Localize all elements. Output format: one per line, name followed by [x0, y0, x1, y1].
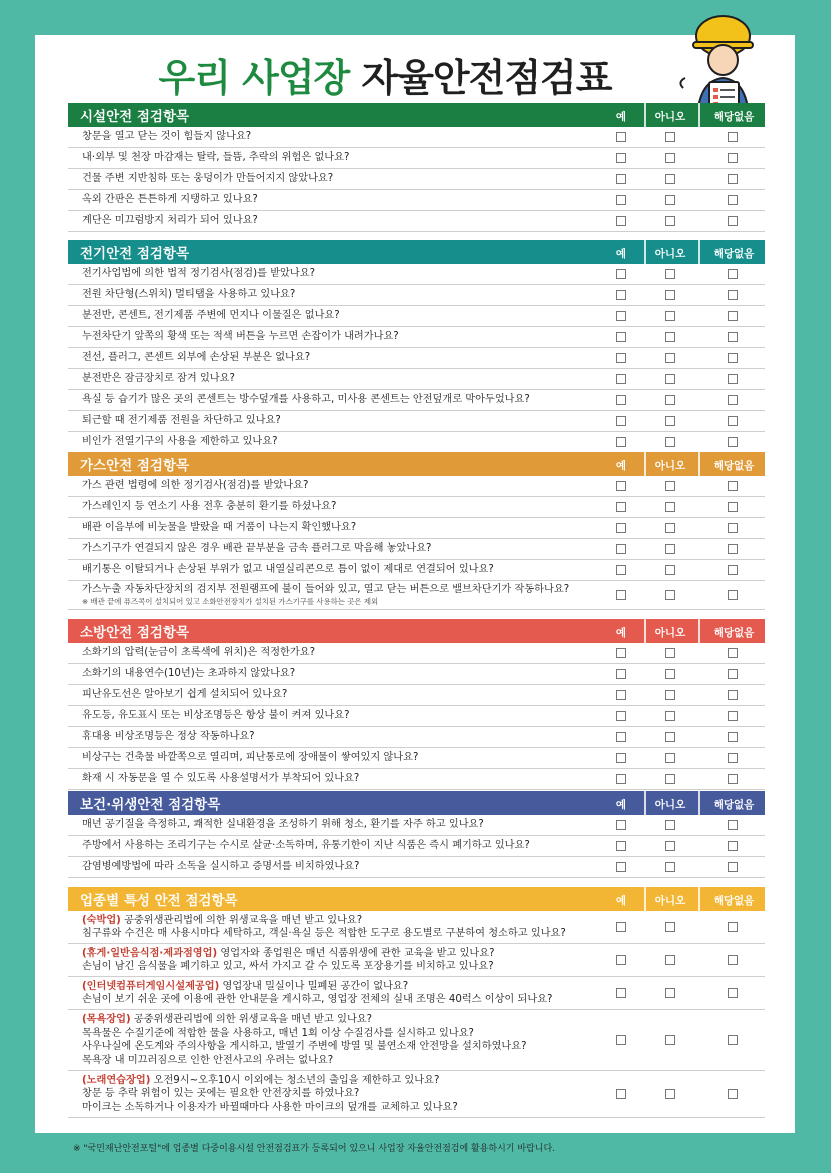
row-text: 분전반은 잠금장치로 잠겨 있나요? — [82, 373, 235, 385]
column-yes-label: 예 — [615, 627, 627, 639]
checkbox-yes[interactable] — [616, 841, 626, 851]
section-header — [68, 887, 765, 911]
checkbox-na[interactable] — [728, 841, 738, 851]
checkbox-no[interactable] — [665, 416, 675, 426]
checkbox-na[interactable] — [728, 690, 738, 700]
checklist-row — [68, 977, 765, 1010]
checkbox-yes[interactable] — [616, 353, 626, 363]
checklist-section — [68, 240, 765, 453]
column-divider — [644, 240, 646, 264]
checklist-row — [68, 432, 765, 453]
checklist-sheet — [35, 35, 795, 1154]
checkbox-no[interactable] — [665, 523, 675, 533]
title-part2: 자율안전점검표 — [361, 56, 612, 100]
checkbox-no[interactable] — [665, 269, 675, 279]
section-title: 전기안전 점검항목 — [80, 246, 190, 262]
checkbox-no[interactable] — [665, 174, 675, 184]
column-divider — [698, 103, 700, 127]
checkbox-na[interactable] — [728, 395, 738, 405]
checkbox-na[interactable] — [728, 195, 738, 205]
column-divider — [698, 791, 700, 815]
checkbox-no[interactable] — [665, 502, 675, 512]
section-header — [68, 452, 765, 476]
checkbox-yes[interactable] — [616, 565, 626, 575]
row-text: (숙박업) 공중위생관리법에 의한 위생교육을 매년 받고 있나요? 침구류와 수건은 매 사용시마다 세탁하고, 객실·욕실 등은 적합한 도구로 용도별로 구분하여 청소하고 있나요? — [82, 914, 566, 939]
row-text: 가스기구가 연결되지 않은 경우 배관 끝부분을 금속 플러그로 막음해 놓았나요? — [82, 543, 432, 555]
checkbox-yes[interactable] — [616, 153, 626, 163]
checklist-row — [68, 369, 765, 390]
row-text: 주방에서 사용하는 조리기구는 수시로 살균·소독하며, 유통기한이 지난 식품은 즉시 폐기하고 있나요? — [82, 840, 530, 852]
section-title: 보건·위생안전 점검항목 — [80, 797, 221, 813]
checkbox-no[interactable] — [665, 753, 675, 763]
checkbox-yes[interactable] — [616, 395, 626, 405]
column-divider — [698, 619, 700, 643]
business-type-tag: (노래연습장업) — [82, 1074, 151, 1086]
checkbox-na[interactable] — [728, 820, 738, 830]
checkbox-yes[interactable] — [616, 523, 626, 533]
checkbox-no[interactable] — [665, 437, 675, 447]
column-na-label: 해당없음 — [713, 111, 755, 123]
checklist-row — [68, 518, 765, 539]
column-na-label: 해당없음 — [713, 460, 755, 472]
column-divider — [698, 452, 700, 476]
section-title: 가스안전 점검항목 — [80, 458, 190, 474]
row-text: 매년 공기질을 측정하고, 쾌적한 실내환경을 조성하기 위해 청소, 환기를 자주 하고 있나요? — [82, 819, 484, 831]
row-text: 옥외 간판은 튼튼하게 지탱하고 있나요? — [82, 194, 258, 206]
row-text: 가스누출 자동차단장치의 검지부 전원램프에 불이 들어와 있고, 열고 닫는 버튼으로 밸브차단기가 작동하나요? ※ 배관 끝에 퓨즈콕이 설치되어 있고 소화안전장치가 설치된 가스기구를 사용하는 곳은 제외 — [68, 583, 612, 607]
checklist-row — [68, 836, 765, 857]
row-text: (휴게·일반음식점·제과점영업) 영업자와 종업원은 매년 식품위생에 관한 교육을 받고 있나요? 손님이 남긴 음식물을 폐기하고 있고, 싸서 가지고 갈 수 있도록 포장용기를 비치하고 있나요? — [82, 947, 495, 972]
checkbox-na[interactable] — [728, 353, 738, 363]
checkbox-no[interactable] — [665, 841, 675, 851]
column-yes-label: 예 — [615, 248, 627, 260]
row-text: 분전반, 콘센트, 전기제품 주변에 먼지나 이물질은 없나요? — [82, 310, 340, 322]
checklist-row — [68, 1010, 765, 1071]
checkbox-no[interactable] — [665, 590, 675, 600]
footer-note: ※ "국민재난안전포털"에 업종별 다중이용시설 안전점검표가 등록되어 있으니 사업장 자율안전점검에 활용하시기 바랍니다. — [73, 1144, 555, 1154]
column-divider — [644, 452, 646, 476]
checkbox-no[interactable] — [665, 669, 675, 679]
section-header — [68, 240, 765, 264]
row-text: 내·외부 및 천장 마감재는 탈락, 들뜸, 추락의 위험은 없나요? — [82, 152, 350, 164]
checkbox-na[interactable] — [728, 502, 738, 512]
column-no-label: 아니오 — [654, 627, 686, 639]
title-part1: 우리 사업장 — [158, 56, 350, 100]
checkbox-yes[interactable] — [616, 862, 626, 872]
checklist-row — [68, 727, 765, 748]
checkbox-yes[interactable] — [616, 922, 626, 932]
checkbox-no[interactable] — [665, 1089, 675, 1099]
checkbox-no[interactable] — [665, 732, 675, 742]
checklist-row — [68, 327, 765, 348]
checkbox-yes[interactable] — [616, 1089, 626, 1099]
row-text: 감염병예방법에 따라 소독을 실시하고 증명서를 비치하였나요? — [82, 861, 360, 873]
checkbox-yes[interactable] — [616, 690, 626, 700]
checklist-section — [68, 887, 765, 1118]
checkbox-na[interactable] — [728, 523, 738, 533]
checkbox-yes[interactable] — [616, 753, 626, 763]
checklist-row — [68, 643, 765, 664]
checkbox-yes[interactable] — [616, 311, 626, 321]
checkbox-no[interactable] — [665, 820, 675, 830]
checkbox-no[interactable] — [665, 195, 675, 205]
row-text: 휴대용 비상조명등은 정상 작동하나요? — [82, 731, 255, 743]
section-header — [68, 619, 765, 643]
checkbox-no[interactable] — [665, 862, 675, 872]
checkbox-na[interactable] — [728, 565, 738, 575]
checklist-row — [68, 1071, 765, 1118]
checkbox-na[interactable] — [728, 955, 738, 965]
checklist-row — [68, 211, 765, 232]
checklist-row — [68, 706, 765, 727]
checkbox-yes[interactable] — [616, 195, 626, 205]
checklist-row — [68, 539, 765, 560]
checkbox-no[interactable] — [665, 711, 675, 721]
checkbox-no[interactable] — [665, 395, 675, 405]
row-text: 배기통은 이탈되거나 손상된 부위가 없고 내열실리콘으로 틈이 없이 제대로 연결되어 있나요? — [82, 564, 494, 576]
checkbox-na[interactable] — [728, 311, 738, 321]
checkbox-na[interactable] — [728, 269, 738, 279]
checkbox-no[interactable] — [665, 1035, 675, 1045]
row-text: 가스레인지 등 연소기 사용 전후 충분히 환기를 하셨나요? — [82, 501, 337, 513]
checklist-row — [68, 748, 765, 769]
checkbox-na[interactable] — [728, 711, 738, 721]
checkbox-yes[interactable] — [616, 955, 626, 965]
checkbox-yes[interactable] — [616, 590, 626, 600]
checkbox-na[interactable] — [728, 437, 738, 447]
checkbox-yes[interactable] — [616, 437, 626, 447]
row-text: 계단은 미끄럼방지 처리가 되어 있나요? — [82, 215, 258, 227]
checkbox-yes[interactable] — [616, 290, 626, 300]
checkbox-no[interactable] — [665, 988, 675, 998]
business-type-tag: (휴게·일반음식점·제과점영업) — [82, 947, 218, 959]
checkbox-na[interactable] — [728, 481, 738, 491]
row-text: 비상구는 건축물 바깥쪽으로 열리며, 피난통로에 장애물이 쌓여있지 않나요? — [82, 752, 419, 764]
checkbox-na[interactable] — [728, 416, 738, 426]
checkbox-na[interactable] — [728, 174, 738, 184]
checkbox-na[interactable] — [728, 544, 738, 554]
checklist-section — [68, 791, 765, 878]
checklist-row — [68, 815, 765, 836]
checkbox-na[interactable] — [728, 732, 738, 742]
checkbox-na[interactable] — [728, 862, 738, 872]
checkbox-yes[interactable] — [616, 711, 626, 721]
checklist-section — [68, 452, 765, 610]
business-type-tag: (인터넷컴퓨터게임시설제공업) — [82, 980, 220, 992]
checkbox-yes[interactable] — [616, 132, 626, 142]
checklist-row — [68, 148, 765, 169]
checkbox-no[interactable] — [665, 374, 675, 384]
checklist-row — [68, 560, 765, 581]
column-divider — [644, 791, 646, 815]
checkbox-yes[interactable] — [616, 732, 626, 742]
checklist-row — [68, 476, 765, 497]
row-text: (노래연습장업) 오전9시~오후10시 이외에는 청소년의 출입을 제한하고 있나요? 창문 등 추락 위험이 있는 곳에는 필요한 안전장치를 하였나요? 마이크는 소독하거나 이용자가 바뀔때마다 사용한 마이크의 덮개를 교체하고 있나요? — [82, 1074, 458, 1113]
checklist-row — [68, 348, 765, 369]
checkbox-na[interactable] — [728, 988, 738, 998]
column-divider — [644, 103, 646, 127]
checkbox-yes[interactable] — [616, 1035, 626, 1045]
checklist-section — [68, 619, 765, 790]
row-text: 유도등, 유도표시 또는 비상조명등은 항상 불이 켜져 있나요? — [82, 710, 350, 722]
business-type-tag: (숙박업) — [82, 914, 121, 926]
checkbox-na[interactable] — [728, 753, 738, 763]
row-text: 소화기의 내용연수(10년)는 초과하지 않았나요? — [82, 668, 296, 680]
checklist-row — [68, 911, 765, 944]
checklist-row — [68, 306, 765, 327]
column-yes-label: 예 — [615, 460, 627, 472]
row-text: 창문을 열고 닫는 것이 힘들지 않나요? — [82, 131, 252, 143]
column-na-label: 해당없음 — [713, 895, 755, 907]
column-yes-label: 예 — [615, 111, 627, 123]
checklist-row — [68, 169, 765, 190]
checkbox-na[interactable] — [728, 1035, 738, 1045]
column-na-label: 해당없음 — [713, 799, 755, 811]
section-title: 업종별 특성 안전 점검항목 — [80, 893, 238, 909]
section-header — [68, 791, 765, 815]
row-text: 건물 주변 지반침하 또는 웅덩이가 만들어지지 않았나요? — [82, 173, 334, 185]
row-text: 피난유도선은 알아보기 쉽게 설치되어 있나요? — [82, 689, 288, 701]
column-no-label: 아니오 — [654, 111, 686, 123]
checklist-row — [68, 769, 765, 790]
row-text: 화재 시 자동문을 열 수 있도록 사용설명서가 부착되어 있나요? — [82, 773, 360, 785]
checkbox-no[interactable] — [665, 290, 675, 300]
row-text: 퇴근할 때 전기제품 전원을 차단하고 있나요? — [82, 415, 281, 427]
row-text: (인터넷컴퓨터게임시설제공업) 영업장내 밀실이나 밀폐된 공간이 없나요? 손님이 보기 쉬운 곳에 이용에 관한 안내문을 게시하고, 영업장 전체의 실내 조명은 40럭스 이상이 되나요? — [82, 980, 553, 1005]
checklist-section — [68, 103, 765, 232]
checklist-row — [68, 264, 765, 285]
checkbox-no[interactable] — [665, 774, 675, 784]
business-type-tag: (목욕장업) — [82, 1014, 131, 1025]
column-no-label: 아니오 — [654, 460, 686, 472]
checkbox-no[interactable] — [665, 216, 675, 226]
column-divider — [644, 619, 646, 643]
row-text: 전기사업법에 의한 법적 정기검사(점검)를 받았나요? — [82, 268, 315, 280]
checkbox-no[interactable] — [665, 353, 675, 363]
checkbox-yes[interactable] — [616, 332, 626, 342]
row-text: 배관 이음부에 비눗물을 발랐을 때 거품이 나는지 확인했나요? — [82, 522, 357, 534]
checklist-row — [68, 390, 765, 411]
checkbox-yes[interactable] — [616, 648, 626, 658]
row-text: 소화기의 압력(눈금이 초록색에 위치)은 적정한가요? — [82, 647, 315, 659]
checkbox-no[interactable] — [665, 153, 675, 163]
checkbox-no[interactable] — [665, 332, 675, 342]
checkbox-na[interactable] — [728, 132, 738, 142]
checkbox-na[interactable] — [728, 922, 738, 932]
checklist-row — [68, 285, 765, 306]
row-text: 가스 관련 법령에 의한 정기검사(점검)를 받았나요? — [82, 480, 309, 492]
row-text: 전선, 플러그, 콘센트 외부에 손상된 부분은 없나요? — [82, 352, 311, 364]
checkbox-yes[interactable] — [616, 820, 626, 830]
checklist-row — [68, 411, 765, 432]
row-text: 전원 차단형(스위치) 멀티탭을 사용하고 있나요? — [82, 289, 296, 301]
column-na-label: 해당없음 — [713, 248, 755, 260]
column-no-label: 아니오 — [654, 248, 686, 260]
checklist-row — [68, 857, 765, 878]
column-no-label: 아니오 — [654, 895, 686, 907]
checkbox-na[interactable] — [728, 774, 738, 784]
checkbox-yes[interactable] — [616, 374, 626, 384]
column-divider — [644, 887, 646, 911]
checkbox-na[interactable] — [728, 153, 738, 163]
checkbox-no[interactable] — [665, 544, 675, 554]
checklist-row — [68, 190, 765, 211]
column-na-label: 해당없음 — [713, 627, 755, 639]
checklist-row — [68, 685, 765, 706]
checklist-row — [68, 497, 765, 518]
column-yes-label: 예 — [615, 799, 627, 811]
checkbox-no[interactable] — [665, 132, 675, 142]
column-no-label: 아니오 — [654, 799, 686, 811]
page-title — [35, 47, 735, 102]
column-divider — [698, 240, 700, 264]
checkbox-yes[interactable] — [616, 544, 626, 554]
checkbox-na[interactable] — [728, 216, 738, 226]
row-text: (목욕장업) 공중위생관리법에 의한 위생교육을 매년 받고 있나요? 목욕물은 수질기준에 적합한 물을 사용하고, 매년 1회 이상 수질검사를 실시하고 있나요? 사우나실에 온도계와 주의사항을 게시하고, 발열기 주변에 방열 및 불연소재 안전망을 설치하였나요? 목욕장 내 미끄러짐으로 인한 안전사고의 우려는 없나요? — [82, 1014, 527, 1066]
row-note: ※ 배관 끝에 퓨즈콕이 설치되어 있고 소화안전장치가 설치된 가스기구를 사용하는 곳은 제외 — [82, 596, 379, 606]
section-title: 소방안전 점검항목 — [80, 625, 190, 641]
row-text: 욕실 등 습기가 많은 곳의 콘센트는 방수덮개를 사용하고, 미사용 콘센트는 안전덮개로 막아두었나요? — [82, 394, 530, 406]
checkbox-yes[interactable] — [616, 988, 626, 998]
checkbox-no[interactable] — [665, 311, 675, 321]
checkbox-na[interactable] — [728, 290, 738, 300]
checkbox-no[interactable] — [665, 648, 675, 658]
row-text: 비인가 전열기구의 사용을 제한하고 있나요? — [82, 436, 278, 448]
checkbox-na[interactable] — [728, 669, 738, 679]
column-divider — [698, 887, 700, 911]
checklist-row — [68, 127, 765, 148]
checkbox-yes[interactable] — [616, 216, 626, 226]
checklist-row — [68, 944, 765, 977]
checklist-row — [68, 664, 765, 685]
checkbox-yes[interactable] — [616, 481, 626, 491]
checkbox-na[interactable] — [728, 648, 738, 658]
checkbox-no[interactable] — [665, 922, 675, 932]
checkbox-no[interactable] — [665, 481, 675, 491]
section-title: 시설안전 점검항목 — [80, 109, 190, 125]
section-header — [68, 103, 765, 127]
checkbox-na[interactable] — [728, 1089, 738, 1099]
checkbox-na[interactable] — [728, 332, 738, 342]
checkbox-na[interactable] — [728, 374, 738, 384]
row-text: 누전차단기 앞쪽의 황색 또는 적색 버튼을 누르면 손잡이가 내려가나요? — [82, 331, 399, 343]
checkbox-yes[interactable] — [616, 669, 626, 679]
checkbox-yes[interactable] — [616, 502, 626, 512]
checkbox-yes[interactable] — [616, 174, 626, 184]
checkbox-na[interactable] — [728, 590, 738, 600]
checkbox-yes[interactable] — [616, 774, 626, 784]
checkbox-yes[interactable] — [616, 269, 626, 279]
checkbox-no[interactable] — [665, 955, 675, 965]
checkbox-no[interactable] — [665, 690, 675, 700]
checklist-row — [68, 581, 765, 610]
column-yes-label: 예 — [615, 895, 627, 907]
worker-illustration-icon — [675, 8, 771, 118]
checkbox-no[interactable] — [665, 565, 675, 575]
checkbox-yes[interactable] — [616, 416, 626, 426]
